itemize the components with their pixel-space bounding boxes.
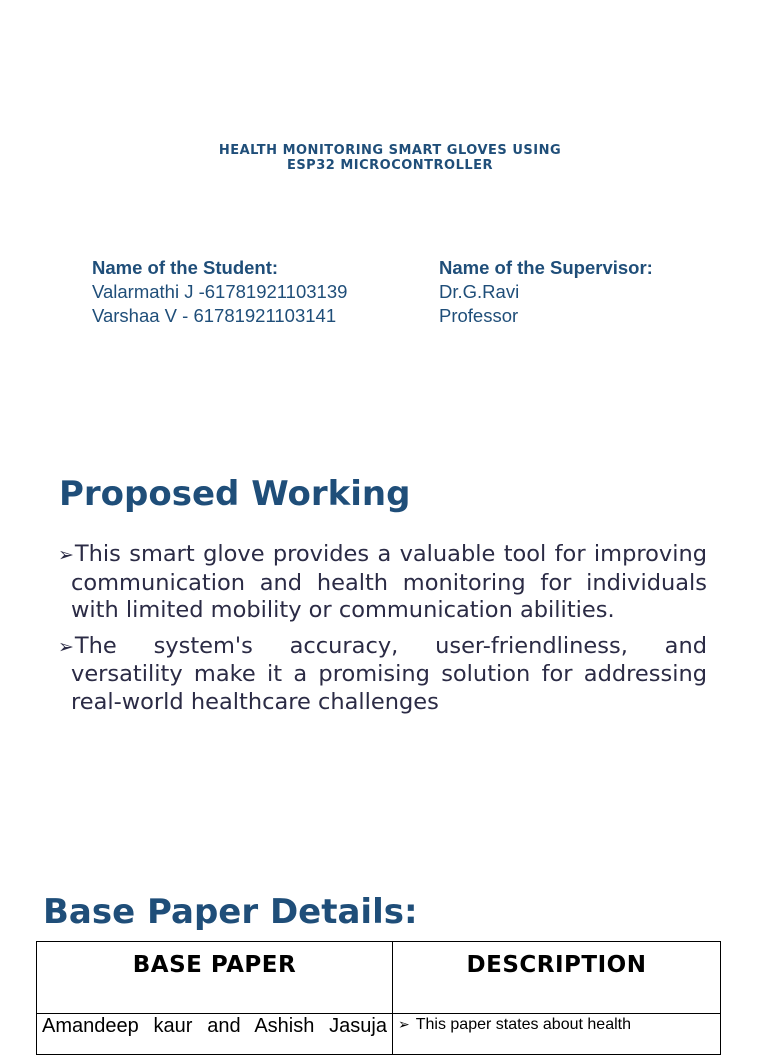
supervisor-name: Dr.G.Ravi	[439, 281, 520, 302]
arrow-bullet-icon: ➢	[58, 635, 74, 658]
column-header-description: DESCRIPTION	[393, 942, 721, 1014]
bullet-text: The system's accuracy, user-friendliness, and versatility make it a promising solution for addressing real-world healthcare challenges	[71, 632, 707, 715]
bullet-item	[58, 541, 707, 625]
base-paper-table	[36, 941, 721, 1055]
proposed-bullet-list	[58, 541, 707, 724]
base-paper-cell: Amandeep kaur and Ashish Jasuja	[37, 1014, 393, 1055]
student-block	[92, 256, 347, 328]
supervisor-header: Name of the Supervisor:	[439, 257, 653, 278]
description-text: This paper states about health	[415, 1016, 631, 1033]
proposed-working-heading: Proposed Working	[59, 474, 411, 514]
student-name-1: Valarmathi J -61781921103139	[92, 281, 348, 302]
title-line-1: HEALTH MONITORING SMART GLOVES USING	[218, 143, 562, 158]
supervisor-block	[439, 256, 653, 328]
bullet-text: This smart glove provides a valuable tool for improving communication and health monitoring for individuals with limited mobility or communication abilities.	[71, 541, 707, 623]
document-title	[0, 143, 768, 173]
table-row	[37, 1014, 721, 1055]
base-paper-heading: Base Paper Details:	[43, 892, 418, 932]
bullet-item	[58, 633, 707, 717]
column-header-base-paper: BASE PAPER	[37, 942, 393, 1014]
arrow-bullet-icon: ➢	[58, 544, 74, 566]
supervisor-title: Professor	[439, 305, 519, 326]
title-line-2: ESP32 MICROCONTROLLER	[286, 158, 494, 173]
table-header-row	[37, 942, 721, 1014]
student-name-2: Varshaa V - 61781921103141	[92, 305, 337, 326]
description-cell	[393, 1014, 721, 1055]
arrow-bullet-icon: ➢	[398, 1016, 410, 1032]
student-header: Name of the Student:	[92, 257, 279, 278]
